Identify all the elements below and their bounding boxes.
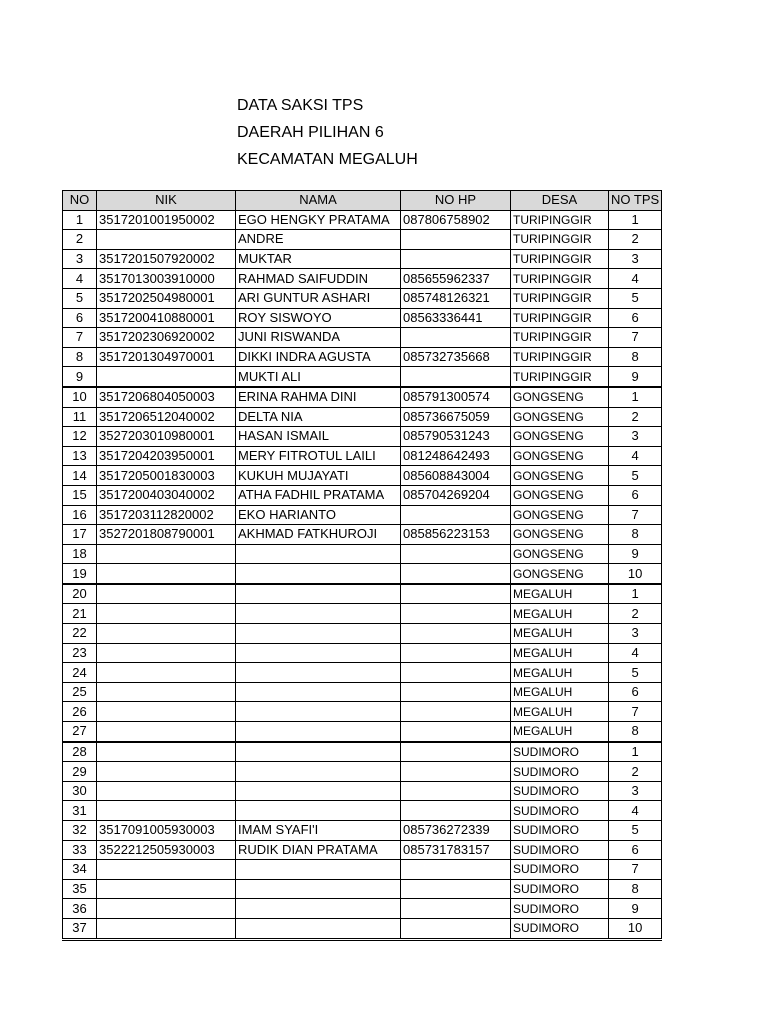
table-row xyxy=(63,821,662,841)
cell-nik: 3517201507920002 xyxy=(97,249,236,269)
cell-desa: MEGALUH xyxy=(511,702,609,722)
cell-nik xyxy=(97,762,236,782)
cell-no: 26 xyxy=(63,702,97,722)
cell-no: 37 xyxy=(63,918,97,939)
cell-no: 11 xyxy=(63,407,97,427)
cell-no: 10 xyxy=(63,387,97,407)
cell-no-tps: 8 xyxy=(609,525,662,545)
cell-no: 2 xyxy=(63,230,97,250)
cell-no-tps: 6 xyxy=(609,308,662,328)
cell-no: 7 xyxy=(63,328,97,348)
cell-nama xyxy=(236,624,401,644)
cell-no-tps: 4 xyxy=(609,801,662,821)
cell-no: 19 xyxy=(63,564,97,584)
cell-no-hp: 087806758902 xyxy=(401,210,511,230)
cell-no: 31 xyxy=(63,801,97,821)
cell-no: 35 xyxy=(63,879,97,899)
cell-desa: SUDIMORO xyxy=(511,918,609,939)
cell-no-hp xyxy=(401,643,511,663)
cell-no: 18 xyxy=(63,544,97,564)
cell-nik xyxy=(97,702,236,722)
cell-no-tps: 5 xyxy=(609,663,662,683)
cell-no-hp xyxy=(401,781,511,801)
table-row xyxy=(63,564,662,584)
cell-no-hp: 085704269204 xyxy=(401,485,511,505)
table-row xyxy=(63,347,662,367)
cell-nik xyxy=(97,367,236,387)
cell-nama xyxy=(236,544,401,564)
cell-nik xyxy=(97,899,236,919)
cell-no-tps: 7 xyxy=(609,328,662,348)
cell-desa: SUDIMORO xyxy=(511,860,609,880)
cell-nik: 3527201808790001 xyxy=(97,525,236,545)
cell-desa: MEGALUH xyxy=(511,643,609,663)
table-row xyxy=(63,230,662,250)
table-row xyxy=(63,702,662,722)
cell-no-tps: 9 xyxy=(609,367,662,387)
cell-nama xyxy=(236,722,401,742)
table-row xyxy=(63,762,662,782)
cell-no-tps: 7 xyxy=(609,702,662,722)
cell-nama xyxy=(236,860,401,880)
cell-no-tps: 8 xyxy=(609,722,662,742)
cell-nama xyxy=(236,879,401,899)
cell-desa: GONGSENG xyxy=(511,387,609,407)
cell-desa: SUDIMORO xyxy=(511,821,609,841)
header-no-hp: NO HP xyxy=(401,191,511,211)
cell-nama: MUKTAR xyxy=(236,249,401,269)
table-row xyxy=(63,544,662,564)
cell-no-hp xyxy=(401,544,511,564)
cell-no-hp xyxy=(401,918,511,939)
cell-no: 25 xyxy=(63,682,97,702)
cell-nik xyxy=(97,860,236,880)
cell-no-tps: 6 xyxy=(609,682,662,702)
cell-no: 20 xyxy=(63,584,97,604)
cell-nama xyxy=(236,702,401,722)
table-row xyxy=(63,840,662,860)
cell-nama: ATHA FADHIL PRATAMA xyxy=(236,485,401,505)
cell-no-hp xyxy=(401,801,511,821)
table-row xyxy=(63,525,662,545)
cell-nik: 3517200410880001 xyxy=(97,308,236,328)
cell-no-tps: 2 xyxy=(609,407,662,427)
header-no-tps: NO TPS xyxy=(609,191,662,211)
cell-desa: TURIPINGGIR xyxy=(511,288,609,308)
cell-no-hp xyxy=(401,762,511,782)
cell-desa: SUDIMORO xyxy=(511,742,609,762)
cell-desa: TURIPINGGIR xyxy=(511,210,609,230)
cell-desa: TURIPINGGIR xyxy=(511,249,609,269)
cell-no-hp xyxy=(401,663,511,683)
cell-no: 22 xyxy=(63,624,97,644)
cell-nik: 3517205001830003 xyxy=(97,466,236,486)
cell-no-tps: 4 xyxy=(609,643,662,663)
table-row xyxy=(63,407,662,427)
cell-no-tps: 9 xyxy=(609,544,662,564)
cell-nama: MUKTI ALI xyxy=(236,367,401,387)
cell-no-hp xyxy=(401,564,511,584)
cell-no-hp xyxy=(401,860,511,880)
cell-no-tps: 2 xyxy=(609,762,662,782)
header-desa: DESA xyxy=(511,191,609,211)
cell-nama xyxy=(236,742,401,762)
cell-no-tps: 7 xyxy=(609,860,662,880)
cell-desa: GONGSENG xyxy=(511,544,609,564)
cell-desa: MEGALUH xyxy=(511,584,609,604)
cell-desa: SUDIMORO xyxy=(511,899,609,919)
cell-no-tps: 5 xyxy=(609,821,662,841)
cell-no: 12 xyxy=(63,427,97,447)
cell-desa: MEGALUH xyxy=(511,663,609,683)
cell-desa: TURIPINGGIR xyxy=(511,308,609,328)
table-row xyxy=(63,879,662,899)
table-row xyxy=(63,781,662,801)
witness-table xyxy=(62,190,662,941)
cell-no-tps: 1 xyxy=(609,742,662,762)
cell-no-tps: 5 xyxy=(609,288,662,308)
cell-nama: MERY FITROTUL LAILI xyxy=(236,446,401,466)
cell-no: 29 xyxy=(63,762,97,782)
cell-nik xyxy=(97,742,236,762)
cell-desa: MEGALUH xyxy=(511,624,609,644)
cell-nama: ANDRE xyxy=(236,230,401,250)
cell-no-tps: 1 xyxy=(609,584,662,604)
title-line-1: DATA SAKSI TPS xyxy=(237,97,364,114)
cell-no-hp: 085736272339 xyxy=(401,821,511,841)
cell-no: 36 xyxy=(63,899,97,919)
table-row xyxy=(63,899,662,919)
cell-no: 24 xyxy=(63,663,97,683)
cell-no: 28 xyxy=(63,742,97,762)
cell-no: 15 xyxy=(63,485,97,505)
cell-nik xyxy=(97,918,236,939)
table-row xyxy=(63,722,662,742)
cell-no: 8 xyxy=(63,347,97,367)
cell-nik xyxy=(97,230,236,250)
cell-nik: 3517206804050003 xyxy=(97,387,236,407)
table-row xyxy=(63,643,662,663)
cell-no-tps: 9 xyxy=(609,899,662,919)
cell-nik: 3517203112820002 xyxy=(97,505,236,525)
table-row xyxy=(63,466,662,486)
header-nik: NIK xyxy=(97,191,236,211)
cell-nik: 3517201304970001 xyxy=(97,347,236,367)
cell-desa: TURIPINGGIR xyxy=(511,230,609,250)
cell-no: 3 xyxy=(63,249,97,269)
table-row xyxy=(63,367,662,387)
table-row xyxy=(63,604,662,624)
cell-nama: DELTA NIA xyxy=(236,407,401,427)
header-row xyxy=(63,191,662,211)
cell-no: 23 xyxy=(63,643,97,663)
cell-desa: SUDIMORO xyxy=(511,762,609,782)
cell-no-tps: 1 xyxy=(609,210,662,230)
cell-no-tps: 3 xyxy=(609,249,662,269)
cell-no-tps: 6 xyxy=(609,840,662,860)
cell-nama: ROY SISWOYO xyxy=(236,308,401,328)
table-row xyxy=(63,918,662,939)
cell-nik: 3517013003910000 xyxy=(97,269,236,289)
cell-nik xyxy=(97,584,236,604)
cell-nama: ERINA RAHMA DINI xyxy=(236,387,401,407)
cell-desa: TURIPINGGIR xyxy=(511,269,609,289)
cell-nama xyxy=(236,564,401,584)
cell-no: 14 xyxy=(63,466,97,486)
cell-nama: EKO HARIANTO xyxy=(236,505,401,525)
cell-no: 17 xyxy=(63,525,97,545)
table-row xyxy=(63,427,662,447)
cell-nama: JUNI RISWANDA xyxy=(236,328,401,348)
cell-no: 32 xyxy=(63,821,97,841)
table-row xyxy=(63,249,662,269)
cell-no: 27 xyxy=(63,722,97,742)
cell-no-hp xyxy=(401,682,511,702)
cell-no-hp xyxy=(401,328,511,348)
cell-no-hp: 085732735668 xyxy=(401,347,511,367)
title-line-2: DAERAH PILIHAN 6 xyxy=(237,124,384,141)
cell-no: 1 xyxy=(63,210,97,230)
cell-desa: GONGSENG xyxy=(511,466,609,486)
cell-no-tps: 2 xyxy=(609,604,662,624)
cell-desa: SUDIMORO xyxy=(511,781,609,801)
cell-no-hp xyxy=(401,742,511,762)
cell-no-hp: 085736675059 xyxy=(401,407,511,427)
cell-no-tps: 3 xyxy=(609,624,662,644)
cell-no-hp xyxy=(401,604,511,624)
table-row xyxy=(63,860,662,880)
cell-no: 34 xyxy=(63,860,97,880)
cell-no-tps: 5 xyxy=(609,466,662,486)
cell-no-tps: 7 xyxy=(609,505,662,525)
table-row xyxy=(63,308,662,328)
cell-desa: MEGALUH xyxy=(511,682,609,702)
cell-desa: GONGSENG xyxy=(511,525,609,545)
cell-nik xyxy=(97,682,236,702)
cell-desa: GONGSENG xyxy=(511,505,609,525)
cell-no-hp xyxy=(401,584,511,604)
cell-no-hp xyxy=(401,230,511,250)
table-row xyxy=(63,663,662,683)
cell-no-hp: 085731783157 xyxy=(401,840,511,860)
cell-nama xyxy=(236,801,401,821)
cell-no-tps: 8 xyxy=(609,879,662,899)
cell-nik: 3517202504980001 xyxy=(97,288,236,308)
cell-nik xyxy=(97,624,236,644)
cell-desa: SUDIMORO xyxy=(511,801,609,821)
cell-no-tps: 4 xyxy=(609,446,662,466)
cell-nik xyxy=(97,544,236,564)
cell-nama: IMAM SYAFI'I xyxy=(236,821,401,841)
cell-no: 5 xyxy=(63,288,97,308)
cell-nama: ARI GUNTUR ASHARI xyxy=(236,288,401,308)
cell-desa: GONGSENG xyxy=(511,485,609,505)
cell-no-hp: 085608843004 xyxy=(401,466,511,486)
cell-nik xyxy=(97,604,236,624)
cell-nik: 3517204203950001 xyxy=(97,446,236,466)
cell-desa: SUDIMORO xyxy=(511,879,609,899)
header-no: NO xyxy=(63,191,97,211)
cell-no: 30 xyxy=(63,781,97,801)
cell-nik: 3517206512040002 xyxy=(97,407,236,427)
table-row xyxy=(63,210,662,230)
cell-nama xyxy=(236,663,401,683)
cell-nik: 3517200403040002 xyxy=(97,485,236,505)
cell-desa: GONGSENG xyxy=(511,564,609,584)
cell-no-tps: 10 xyxy=(609,564,662,584)
cell-no: 9 xyxy=(63,367,97,387)
cell-no: 13 xyxy=(63,446,97,466)
header-nama: NAMA xyxy=(236,191,401,211)
cell-no-hp: 085790531243 xyxy=(401,427,511,447)
table-row xyxy=(63,742,662,762)
cell-nama xyxy=(236,643,401,663)
document-title xyxy=(237,92,418,173)
cell-nik: 3527203010980001 xyxy=(97,427,236,447)
cell-nama xyxy=(236,762,401,782)
cell-nama: KUKUH MUJAYATI xyxy=(236,466,401,486)
table-row xyxy=(63,682,662,702)
table-row xyxy=(63,624,662,644)
cell-nik xyxy=(97,564,236,584)
cell-no-hp xyxy=(401,879,511,899)
table-row xyxy=(63,387,662,407)
cell-nik: 3517201001950002 xyxy=(97,210,236,230)
table-row xyxy=(63,485,662,505)
table-row xyxy=(63,446,662,466)
cell-desa: GONGSENG xyxy=(511,446,609,466)
cell-desa: GONGSENG xyxy=(511,427,609,447)
cell-nama: HASAN ISMAIL xyxy=(236,427,401,447)
table-body xyxy=(63,210,662,939)
cell-no-hp: 085791300574 xyxy=(401,387,511,407)
table-row xyxy=(63,328,662,348)
cell-no-hp xyxy=(401,249,511,269)
cell-no-tps: 3 xyxy=(609,427,662,447)
cell-nama xyxy=(236,899,401,919)
cell-nama: EGO HENGKY PRATAMA xyxy=(236,210,401,230)
cell-nik: 3522212505930003 xyxy=(97,840,236,860)
cell-no-hp xyxy=(401,367,511,387)
cell-no-hp: 08563336441 xyxy=(401,308,511,328)
cell-nik xyxy=(97,801,236,821)
table-row xyxy=(63,505,662,525)
cell-no-hp xyxy=(401,702,511,722)
cell-nama xyxy=(236,584,401,604)
cell-nama xyxy=(236,682,401,702)
cell-nama xyxy=(236,918,401,939)
cell-no: 21 xyxy=(63,604,97,624)
cell-no: 33 xyxy=(63,840,97,860)
cell-nik xyxy=(97,879,236,899)
cell-desa: TURIPINGGIR xyxy=(511,328,609,348)
cell-nik: 3517091005930003 xyxy=(97,821,236,841)
table-row xyxy=(63,584,662,604)
cell-nik xyxy=(97,781,236,801)
cell-no-hp xyxy=(401,722,511,742)
cell-no-hp xyxy=(401,505,511,525)
cell-nama: RUDIK DIAN PRATAMA xyxy=(236,840,401,860)
cell-desa: TURIPINGGIR xyxy=(511,347,609,367)
cell-no-tps: 3 xyxy=(609,781,662,801)
title-line-3: KECAMATAN MEGALUH xyxy=(237,151,418,168)
table-row xyxy=(63,288,662,308)
cell-desa: MEGALUH xyxy=(511,604,609,624)
cell-nik xyxy=(97,663,236,683)
cell-nik: 3517202306920002 xyxy=(97,328,236,348)
cell-nik xyxy=(97,722,236,742)
cell-desa: SUDIMORO xyxy=(511,840,609,860)
cell-no-hp: 081248642493 xyxy=(401,446,511,466)
cell-nama: DIKKI INDRA AGUSTA xyxy=(236,347,401,367)
cell-no-tps: 4 xyxy=(609,269,662,289)
cell-desa: GONGSENG xyxy=(511,407,609,427)
table-row xyxy=(63,269,662,289)
cell-nik xyxy=(97,643,236,663)
cell-no-tps: 8 xyxy=(609,347,662,367)
cell-desa: MEGALUH xyxy=(511,722,609,742)
cell-no: 16 xyxy=(63,505,97,525)
cell-nama: AKHMAD FATKHUROJI xyxy=(236,525,401,545)
cell-no-hp xyxy=(401,899,511,919)
cell-nama xyxy=(236,781,401,801)
cell-no-tps: 1 xyxy=(609,387,662,407)
cell-no-hp xyxy=(401,624,511,644)
cell-no-tps: 6 xyxy=(609,485,662,505)
cell-no: 4 xyxy=(63,269,97,289)
cell-no-tps: 2 xyxy=(609,230,662,250)
table-row xyxy=(63,801,662,821)
cell-no-hp: 085856223153 xyxy=(401,525,511,545)
cell-no-hp: 085655962337 xyxy=(401,269,511,289)
cell-no: 6 xyxy=(63,308,97,328)
cell-desa: TURIPINGGIR xyxy=(511,367,609,387)
cell-no-tps: 10 xyxy=(609,918,662,939)
cell-no-hp: 085748126321 xyxy=(401,288,511,308)
cell-nama: RAHMAD SAIFUDDIN xyxy=(236,269,401,289)
cell-nama xyxy=(236,604,401,624)
